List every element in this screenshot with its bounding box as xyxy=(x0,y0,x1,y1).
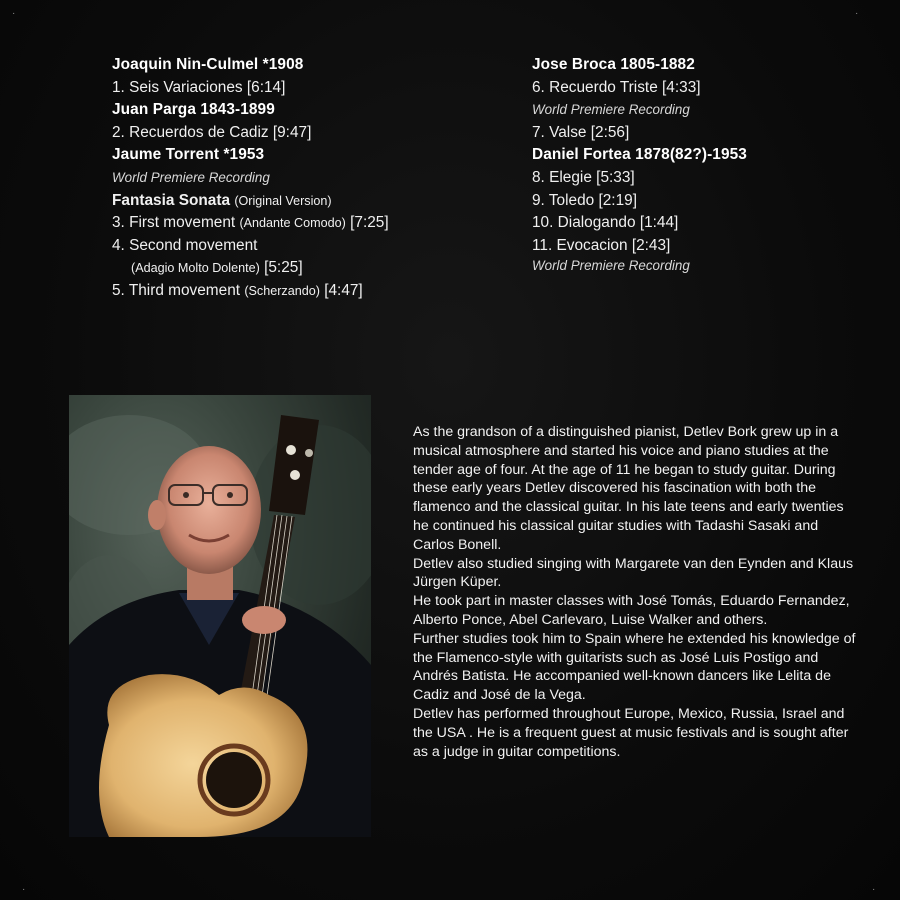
composer-heading: Jose Broca 1805-1882 xyxy=(532,56,695,73)
premiere-note: World Premiere Recording xyxy=(112,169,270,185)
movement-tempo: (Scherzando) xyxy=(244,283,320,298)
movement-duration: [4:47] xyxy=(324,281,363,299)
track-item: 10. Dialogando [1:44] xyxy=(532,214,679,232)
track-item: 11. Evocacion [2:43] xyxy=(532,236,671,254)
movement-label: 3. First movement xyxy=(112,214,236,232)
registration-mark: · xyxy=(12,8,16,19)
guitarist-illustration xyxy=(69,395,371,837)
movement-label: 5. Third movement xyxy=(112,281,241,299)
track-item: 6. Recuerdo Triste [4:33] xyxy=(532,78,701,96)
tracklist-right xyxy=(532,54,872,275)
work-title-subtitle: (Original Version) xyxy=(234,193,332,208)
composer-heading: Daniel Fortea 1878(82?)-1953 xyxy=(532,146,747,164)
bio-paragraph: Further studies took him to Spain where he extended his knowledge of the Flamenco-style with guitarists such as José Luis Postigo and Andrés Batista. He accompanied well-known dancers like Lelita de Cadiz and José de la Vega. xyxy=(413,630,856,704)
premiere-note: World Premiere Recording xyxy=(532,258,690,274)
work-title xyxy=(112,190,492,213)
movement-tempo: (Andante Comodo) xyxy=(239,216,346,231)
registration-mark: · xyxy=(22,884,26,895)
composer-heading: Juan Parga 1843-1899 xyxy=(112,101,275,119)
track-item xyxy=(112,280,492,303)
composer-heading: Joaquin Nin-Culmel *1908 xyxy=(112,56,304,73)
track-item: 7. Valse [2:56] xyxy=(532,123,630,141)
track-item: 4. Second movement xyxy=(112,236,258,254)
composer-heading: Jaume Torrent *1953 xyxy=(112,146,265,164)
track-item: 1. Seis Variaciones [6:14] xyxy=(112,78,286,96)
movement-duration: [7:25] xyxy=(350,214,389,232)
track-item-continuation xyxy=(112,257,492,280)
registration-mark: · xyxy=(855,8,859,19)
registration-mark: · xyxy=(872,884,876,895)
track-item: 2. Recuerdos de Cadiz [9:47] xyxy=(112,123,312,141)
artist-photo xyxy=(69,395,371,837)
track-item: 8. Elegie [5:33] xyxy=(532,168,635,186)
premiere-note: World Premiere Recording xyxy=(532,102,690,118)
movement-duration: [5:25] xyxy=(264,259,303,277)
track-item: 9. Toledo [2:19] xyxy=(532,191,637,209)
bio-paragraph: He took part in master classes with José Tomás, Eduardo Fernandez, Alberto Ponce, Abel Carlevaro, Luise Walker and others. xyxy=(413,593,850,628)
work-title-main: Fantasia Sonata xyxy=(112,191,231,209)
bio-paragraph: Detlev has performed throughout Europe, Mexico, Russia, Israel and the USA . He is a frequent guest at music festivals and is sought after as a judge in guitar competitions. xyxy=(413,705,849,760)
bio-paragraph: Detlev also studied singing with Margarete van den Eynden and Klaus Jürgen Küper. xyxy=(413,555,854,591)
tracklist-left xyxy=(112,54,492,303)
movement-tempo: (Adagio Molto Dolente) xyxy=(131,261,260,276)
track-item xyxy=(112,212,492,235)
bio-paragraph: As the grandson of a distinguished pianist, Detlev Bork grew up in a musical atmosphere and started his voice and piano studies at the tender age of four. At the age of 11 he began to study guitar. During these early years Detlev discovered his fascination with both the flamenco and the classical guitar. In his late teens and early twenties he continued his classical guitar studies with Tadashi Sasaki and Carlos Bonell. xyxy=(413,424,844,553)
artist-biography xyxy=(413,423,858,761)
